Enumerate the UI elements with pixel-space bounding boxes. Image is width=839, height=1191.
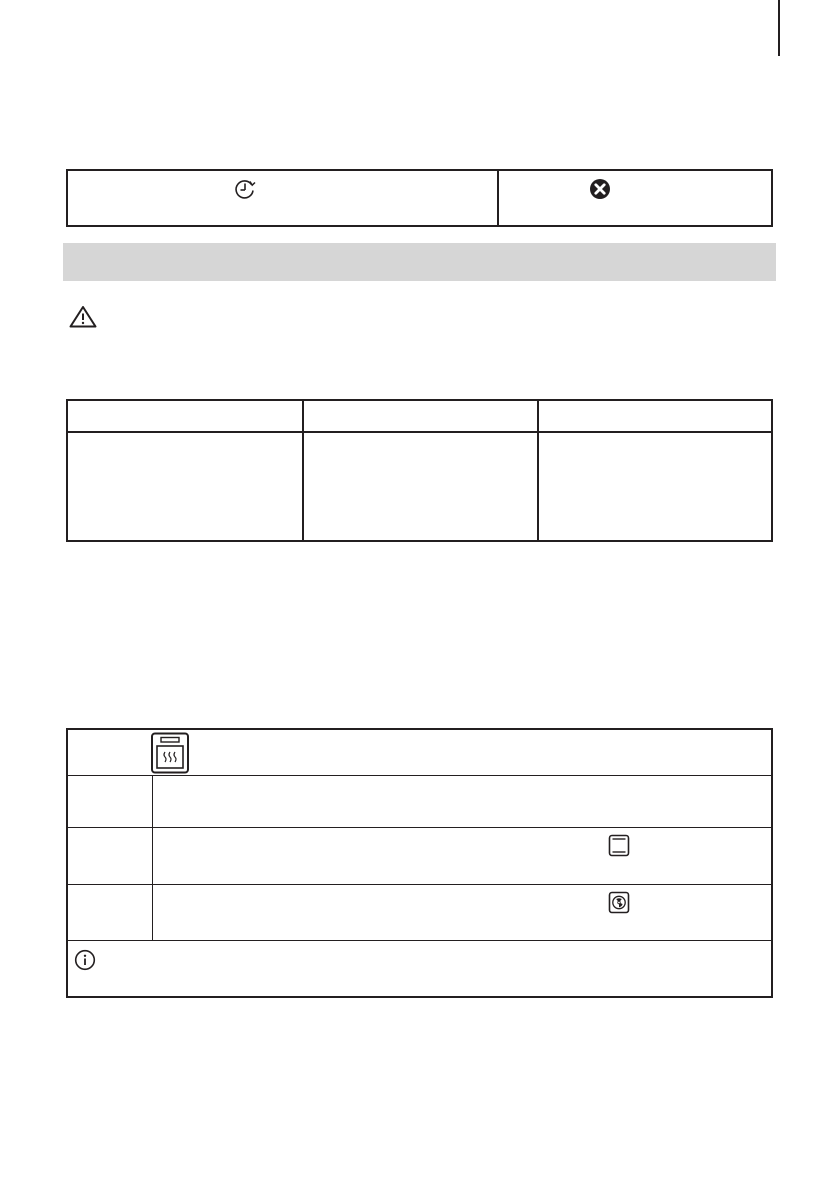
oven-function-table [66,728,773,998]
section-heading-band [63,243,776,281]
table-row-rule [68,827,771,828]
close-circle-icon [589,178,611,200]
table-row-rule [68,775,771,776]
oven-square-icon [608,834,630,857]
table-row-rule [68,884,771,885]
icon-table-divider [497,171,499,225]
warning-triangle-icon [69,305,97,328]
oven-heat-icon [150,732,190,774]
fan-square-icon [608,891,630,914]
table-header-rule [68,431,771,433]
table-column-divider [537,401,539,540]
clock-arrow-icon [234,178,256,200]
three-column-table [66,399,773,542]
table-row-rule [68,940,771,941]
icon-table [66,169,773,227]
info-icon [74,949,96,971]
table-column-divider [152,776,153,940]
top-vertical-rule [778,0,780,56]
table-column-divider [302,401,304,540]
